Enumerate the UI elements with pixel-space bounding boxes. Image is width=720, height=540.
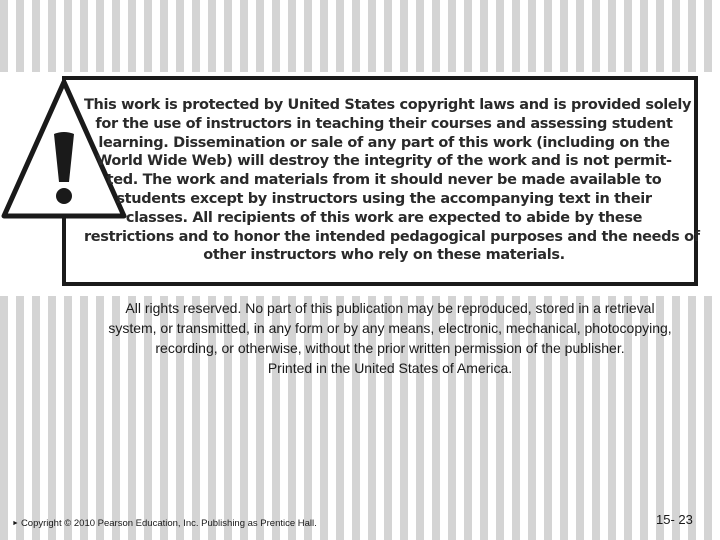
warning-line: classes. All recipients of this work are expected to abide by these — [125, 209, 643, 226]
warning-line: students except by instructors using the accompanying text in their — [116, 190, 652, 207]
warning-line: This work is protected by United States copyright laws and is provided solely — [84, 97, 692, 113]
warning-line: restrictions and to honor the intended pedagogical purposes and the needs of — [84, 228, 700, 245]
rights-line: system, or transmitted, in any form or by any means, electronic, mechanical, photocopying, — [108, 320, 672, 336]
exclamation-dot — [56, 188, 72, 204]
rights-line: All rights reserved. No part of this publication may be reproduced, stored in a retrieval — [125, 300, 655, 316]
copyright-warning-text — [84, 96, 700, 265]
warning-line: ted. The work and materials from it should never be made available to — [106, 172, 662, 189]
rights-line: Printed in the United States of America. — [267, 360, 513, 376]
footer-copyright — [12, 518, 317, 529]
footer-copyright-text: Copyright © 2010 Pearson Education, Inc. Publishing as Prentice Hall. — [20, 518, 317, 529]
rights-reserved-text — [40, 298, 720, 378]
warning-line: other instructors who rely on these materials. — [203, 247, 565, 264]
warning-line: World Wide Web) will destroy the integrity of the work and is not permit- — [96, 153, 672, 170]
warning-line: learning. Dissemination or sale of any part of this work (including on the — [98, 134, 670, 151]
page-number: 15- 23 — [656, 512, 693, 527]
bullet-arrow-icon: ► — [12, 520, 19, 527]
warning-line: for the use of instructors in teaching their courses and assessing student — [95, 115, 673, 132]
rights-line: recording, or otherwise, without the prior written permission of the publisher. — [155, 340, 625, 356]
